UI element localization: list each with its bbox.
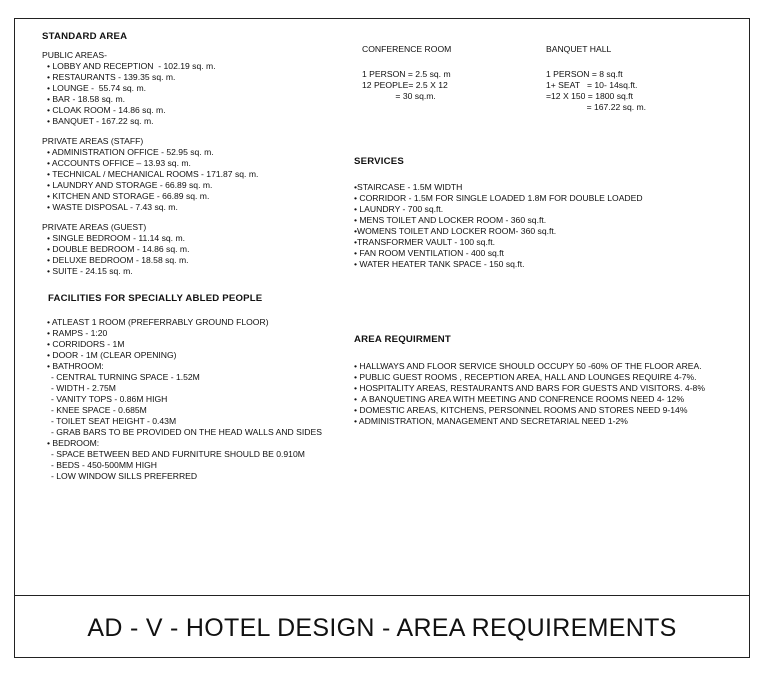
sheet-title: AD - V - HOTEL DESIGN - AREA REQUIREMENTS <box>87 613 677 642</box>
list-item: • CLOAK ROOM - 14.86 sq. m. <box>47 105 166 115</box>
list-item: • WASTE DISPOSAL - 7.43 sq. m. <box>47 202 178 212</box>
list-item: •STAIRCASE - 1.5M WIDTH <box>354 182 463 192</box>
area-requirement-block <box>354 334 749 427</box>
left-column <box>42 31 362 482</box>
list-item: - LOW WINDOW SILLS PREFERRED <box>51 471 198 481</box>
list-item: - VANITY TOPS - 0.86M HIGH <box>51 394 168 404</box>
conference-lines <box>362 69 451 102</box>
list-item: - SPACE BETWEEN BED AND FURNITURE SHOULD BE 0.910M <box>51 449 305 459</box>
list-item: - CENTRAL TURNING SPACE - 1.52M <box>51 372 200 382</box>
area-requirement-list <box>354 361 749 427</box>
list-item: • SUITE - 24.15 sq. m. <box>47 266 133 276</box>
list-item: • KITCHEN AND STORAGE - 66.89 sq. m. <box>47 191 210 201</box>
calc-line: = 30 sq.m. <box>362 91 436 101</box>
list-item: • RESTAURANTS - 139.35 sq. m. <box>47 72 176 82</box>
list-item: • ADMINISTRATION, MANAGEMENT AND SECRETARIAL NEED 1-2% <box>354 416 628 426</box>
conference-block <box>362 44 451 102</box>
banquet-lines <box>546 69 646 113</box>
list-item: • DOMESTIC AREAS, KITCHENS, PERSONNEL ROOMS AND STORES NEED 9-14% <box>354 405 688 415</box>
services-heading: SERVICES <box>354 156 404 167</box>
list-item: • LOBBY AND RECEPTION - 102.19 sq. m. <box>47 61 216 71</box>
private-staff-title: PRIVATE AREAS (STAFF) <box>42 136 144 146</box>
list-item: • ADMINISTRATION OFFICE - 52.95 sq. m. <box>47 147 214 157</box>
list-item: - GRAB BARS TO BE PROVIDED ON THE HEAD WALLS AND SIDES <box>51 427 322 437</box>
list-item: • WATER HEATER TANK SPACE - 150 sq.ft. <box>354 259 525 269</box>
list-item: • ATLEAST 1 ROOM (PREFERRABLY GROUND FLOOR) <box>47 317 269 327</box>
list-item: - BEDS - 450-500MM HIGH <box>51 460 158 470</box>
calc-line: 1 PERSON = 8 sq.ft <box>546 69 623 79</box>
list-item: • CORRIDOR - 1.5M FOR SINGLE LOADED 1.8M FOR DOUBLE LOADED <box>354 193 643 203</box>
banquet-block <box>546 44 646 113</box>
facilities-list <box>42 317 362 372</box>
drawing-sheet <box>14 18 750 658</box>
list-item: • DELUXE BEDROOM - 18.58 sq. m. <box>47 255 189 265</box>
list-item: - WIDTH - 2.75M <box>51 383 116 393</box>
bathroom-list <box>42 372 362 438</box>
area-requirement-heading: AREA REQUIRMENT <box>354 334 451 345</box>
list-item: • BATHROOM: <box>47 361 104 371</box>
calc-line: 1 PERSON = 2.5 sq. m <box>362 69 451 79</box>
private-guest-title: PRIVATE AREAS (GUEST) <box>42 222 147 232</box>
list-item: • ACCOUNTS OFFICE – 13.93 sq. m. <box>47 158 191 168</box>
list-item: • RAMPS - 1:20 <box>47 328 108 338</box>
banquet-title: BANQUET HALL <box>546 44 612 54</box>
list-item: • CORRIDORS - 1M <box>47 339 125 349</box>
bedroom-label: • BEDROOM: <box>47 438 100 448</box>
public-areas-title: PUBLIC AREAS- <box>42 50 107 60</box>
list-item: • HALLWAYS AND FLOOR SERVICE SHOULD OCCUPY 50 -60% OF THE FLOOR AREA. <box>354 361 702 371</box>
public-areas-list <box>42 61 362 127</box>
services-list <box>354 182 744 270</box>
standard-area-heading: STANDARD AREA <box>42 31 128 42</box>
list-item: • HOSPITALITY AREAS, RESTAURANTS AND BARS FOR GUESTS AND VISITORS. 4-8% <box>354 383 705 393</box>
list-item: • DOOR - 1M (CLEAR OPENING) <box>47 350 177 360</box>
facilities-heading: FACILITIES FOR SPECIALLY ABLED PEOPLE <box>48 293 263 304</box>
list-item: • SINGLE BEDROOM - 11.14 sq. m. <box>47 233 185 243</box>
calc-line: 12 PEOPLE= 2.5 X 12 <box>362 80 448 90</box>
footer-divider <box>15 595 749 596</box>
calc-line: 1+ SEAT = 10- 14sq.ft. <box>546 80 638 90</box>
list-item: • PUBLIC GUEST ROOMS , RECEPTION AREA, HALL AND LOUNGES REQUIRE 4-7%. <box>354 372 697 382</box>
list-item: • FAN ROOM VENTILATION - 400 sq.ft <box>354 248 504 258</box>
calc-line: = 167.22 sq. m. <box>546 102 647 112</box>
calc-line: =12 X 150 = 1800 sq.ft <box>546 91 633 101</box>
list-item: - KNEE SPACE - 0.685M <box>51 405 147 415</box>
list-item: • DOUBLE BEDROOM - 14.86 sq. m. <box>47 244 190 254</box>
list-item: - TOILET SEAT HEIGHT - 0.43M <box>51 416 177 426</box>
list-item: • LAUNDRY - 700 sq.ft. <box>354 204 444 214</box>
list-item: • LOUNGE - 55.74 sq. m. <box>47 83 147 93</box>
list-item: •WOMENS TOILET AND LOCKER ROOM- 360 sq.ft. <box>354 226 557 236</box>
list-item: • LAUNDRY AND STORAGE - 66.89 sq. m. <box>47 180 213 190</box>
list-item: •TRANSFORMER VAULT - 100 sq.ft. <box>354 237 496 247</box>
private-guest-list <box>42 233 362 277</box>
list-item: • MENS TOILET AND LOCKER ROOM - 360 sq.ft. <box>354 215 547 225</box>
bedroom-list <box>42 449 362 482</box>
list-item: • BAR - 18.58 sq. m. <box>47 94 125 104</box>
private-staff-list <box>42 147 362 213</box>
conference-title: CONFERENCE ROOM <box>362 44 452 54</box>
list-item: • A BANQUETING AREA WITH MEETING AND CONFRENCE ROOMS NEED 4- 12% <box>354 394 685 404</box>
services-block <box>354 156 744 270</box>
list-item: • TECHNICAL / MECHANICAL ROOMS - 171.87 sq. m. <box>47 169 259 179</box>
list-item: • BANQUET - 167.22 sq. m. <box>47 116 154 126</box>
